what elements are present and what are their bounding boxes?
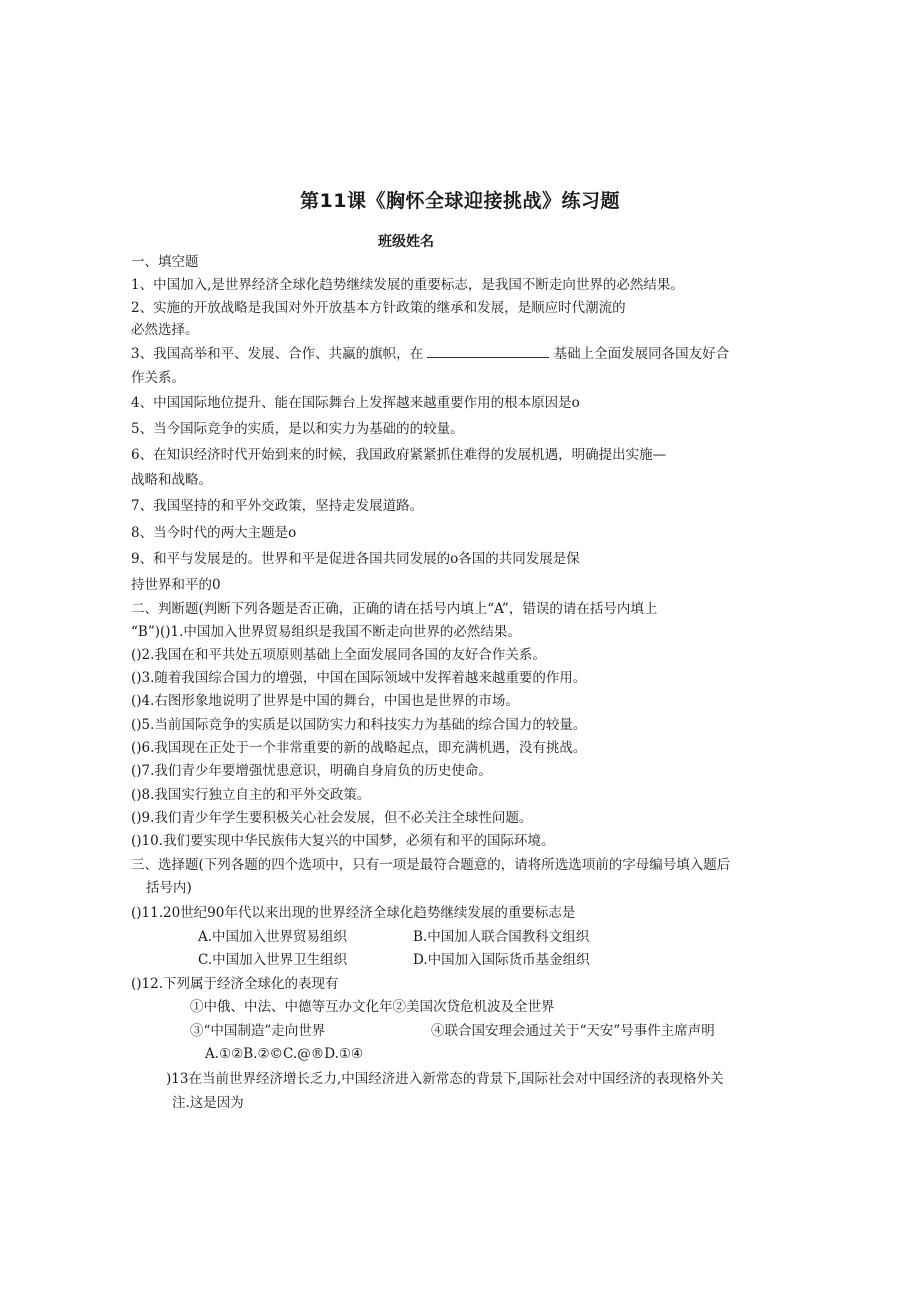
class-name-label: 班级姓名	[378, 234, 434, 250]
question-13: )13在当前世界经济增长乏力,中国经济进入新常态的背景下,国际社会对中国经济的表现格外关	[166, 1071, 724, 1087]
fill-item: 8、当今时代的两大主题是o	[131, 525, 297, 541]
judge-item: ()10.我们要实现中华民族伟大复兴的中国梦，必须有和平的国际环境。	[131, 833, 555, 849]
q12-statements-1: ①中俄、中法、中德等互办文化年②美国次贷危机波及全世界	[190, 999, 555, 1015]
judge-item: ()4.右图形象地说明了世界是中国的舞台，中国也是世界的市场。	[131, 693, 519, 709]
judge-item: ()8.我国实行独立自主的和平外交政策。	[131, 787, 371, 803]
judge-item: “B”)()1.中国加入世界贸易组织是我国不断走向世界的必然结果。	[131, 624, 521, 640]
question-11: ()11.20世纪90年代以来出现的世界经济全球化趋势继续发展的重要标志是	[131, 905, 576, 921]
fill-item-part: 基础上全面发展同各国友好合	[553, 346, 730, 362]
judge-item: ()5.当前国际竞争的实质是以国防实力和科技实力为基础的综合国力的较量。	[131, 717, 587, 733]
judge-item: ()3.随着我国综合国力的增强，中国在国际领域中发挥着越来越重要的作用。	[131, 670, 587, 686]
section-judge-header: 二、判断题(判断下列各题是否正确，正确的请在括号内填上“A”，错误的请在括号内填上	[131, 601, 658, 617]
section-fill-header: 一、填空题	[131, 254, 199, 270]
q12-statement-4: ④联合国安理会通过关于“天安”号事件主席声明	[431, 1023, 715, 1039]
fill-item: 9、和平与发展是的。世界和平是促进各国共同发展的o各国的共同发展是保	[131, 551, 580, 567]
question-12: ()12.下列属于经济全球化的表现有	[131, 976, 339, 992]
q11-option-a: A.中国加入世界贸易组织	[198, 929, 348, 945]
page-title: 第11课《胸怀全球迎接挑战》练习题	[300, 190, 620, 212]
fill-item-part: 3、我国高举和平、发展、合作、共赢的旗帜，在	[131, 346, 424, 362]
fill-item: 持世界和平的0	[131, 577, 221, 593]
q12-statement-3: ③“中国制造”走向世界	[190, 1023, 326, 1039]
q11-option-b: B.中国加人联合国教科文组织	[413, 929, 590, 945]
q11-option-d: D.中国加入国际货币基金组织	[413, 952, 590, 968]
fill-item: 战略和战略。	[131, 472, 212, 488]
judge-item: ()2.我国在和平共处五项原则基础上全面发展同各国的友好合作关系。	[131, 647, 546, 663]
fill-item: 作关系。	[131, 370, 185, 386]
fill-item: 2、实施的开放战略是我国对外开放基本方针政策的继承和发展，是顺应时代潮流的	[131, 300, 626, 316]
section-choice-header: 三、选择题(下列各题的四个选项中，只有一项是最符合题意的，请将所选选项前的字母编号填入题后	[131, 857, 731, 873]
fill-item: 必然选择。	[131, 322, 199, 338]
question-13-cont: 注.这是因为	[172, 1095, 244, 1111]
answer-blank[interactable]	[427, 345, 549, 358]
q11-option-c: C.中国加入世界卫生组织	[198, 952, 348, 968]
fill-item	[131, 345, 729, 363]
fill-item: 1、中国加入,是世界经济全球化趋势继续发展的重要标志，是我国不断走向世界的必然结果。	[131, 277, 684, 293]
q12-options: A.①②B.②©C.@®D.①④	[205, 1046, 364, 1062]
judge-item: ()7.我们青少年要增强忧患意识，明确自身肩负的历史使命。	[131, 763, 492, 779]
fill-item: 5、当今国际竞争的实质，是以和实力为基础的的较量。	[131, 421, 464, 437]
fill-item: 6、在知识经济时代开始到来的时候，我国政府紧紧抓住难得的发展机遇，明确提出实施—	[131, 447, 667, 463]
fill-item: 7、我国坚持的和平外交政策，坚持走发展道路。	[131, 498, 424, 514]
section-choice-header-cont: 括号内)	[146, 880, 192, 896]
judge-item: ()6.我国现在正处于一个非常重要的新的战略起点，即充满机遇，没有挑战。	[131, 740, 587, 756]
judge-item: ()9.我们青少年学生要积极关心社会发展，但不必关注全球性问题。	[131, 810, 533, 826]
fill-item: 4、中国国际地位提升、能在国际舞台上发挥越来越重要作用的根本原因是o	[131, 395, 580, 411]
